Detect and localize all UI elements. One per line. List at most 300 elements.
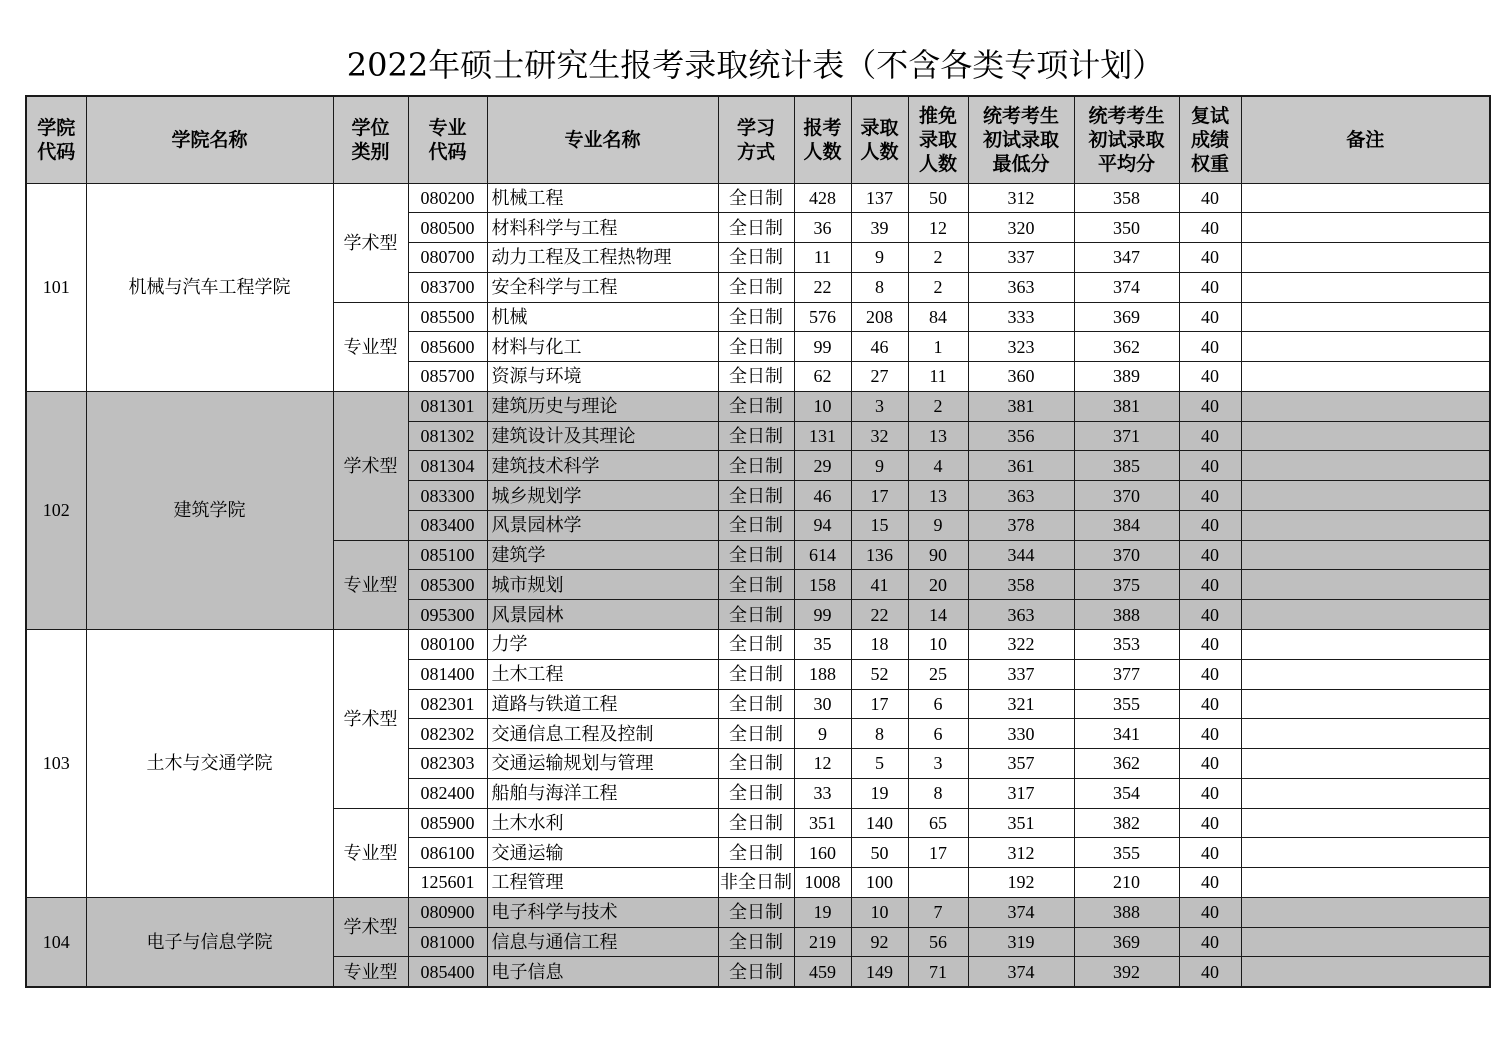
major-code-cell: 085500	[408, 302, 487, 332]
applicants-cell: 1008	[794, 868, 851, 898]
major-code-cell: 085100	[408, 540, 487, 570]
header-remark: 备注	[1241, 96, 1490, 183]
major-name-cell: 城乡规划学	[487, 481, 718, 511]
applicants-cell: 576	[794, 302, 851, 332]
applicants-cell: 158	[794, 570, 851, 600]
min-score-cell: 330	[968, 719, 1074, 749]
college-code-cell: 102	[26, 391, 86, 629]
remark-cell	[1241, 689, 1490, 719]
avg-score-cell: 347	[1074, 243, 1179, 273]
college-code-cell: 103	[26, 629, 86, 897]
avg-score-cell: 385	[1074, 451, 1179, 481]
major-name-cell: 资源与环境	[487, 362, 718, 392]
avg-score-cell: 389	[1074, 362, 1179, 392]
study-mode-cell: 全日制	[718, 927, 794, 957]
applicants-cell: 94	[794, 510, 851, 540]
applicants-cell: 99	[794, 332, 851, 362]
remark-cell	[1241, 629, 1490, 659]
retest-weight-cell: 40	[1179, 540, 1241, 570]
remark-cell	[1241, 897, 1490, 927]
retest-weight-cell: 40	[1179, 510, 1241, 540]
degree-type-cell: 学术型	[333, 183, 408, 302]
avg-score-cell: 388	[1074, 897, 1179, 927]
remark-cell	[1241, 243, 1490, 273]
major-name-cell: 土木工程	[487, 659, 718, 689]
major-code-cell: 085900	[408, 808, 487, 838]
retest-weight-cell: 40	[1179, 451, 1241, 481]
remark-cell	[1241, 481, 1490, 511]
major-code-cell: 080700	[408, 243, 487, 273]
applicants-cell: 11	[794, 243, 851, 273]
header-applicants: 报考 人数	[794, 96, 851, 183]
avg-score-cell: 354	[1074, 778, 1179, 808]
major-code-cell: 086100	[408, 838, 487, 868]
applicants-cell: 614	[794, 540, 851, 570]
admitted-cell: 8	[851, 272, 908, 302]
avg-score-cell: 370	[1074, 540, 1179, 570]
major-code-cell: 081400	[408, 659, 487, 689]
avg-score-cell: 369	[1074, 927, 1179, 957]
table-row	[26, 183, 1490, 213]
study-mode-cell: 全日制	[718, 421, 794, 451]
exempt-admitted-cell: 65	[908, 808, 968, 838]
study-mode-cell: 全日制	[718, 272, 794, 302]
applicants-cell: 33	[794, 778, 851, 808]
retest-weight-cell: 40	[1179, 868, 1241, 898]
table-row	[26, 391, 1490, 421]
study-mode-cell: 全日制	[718, 213, 794, 243]
retest-weight-cell: 40	[1179, 302, 1241, 332]
table-header-row	[26, 96, 1490, 183]
min-score-cell: 317	[968, 778, 1074, 808]
exempt-admitted-cell: 14	[908, 600, 968, 630]
major-code-cell: 085400	[408, 957, 487, 987]
remark-cell	[1241, 451, 1490, 481]
college-name-cell: 建筑学院	[86, 391, 333, 629]
remark-cell	[1241, 808, 1490, 838]
min-score-cell: 374	[968, 897, 1074, 927]
study-mode-cell: 非全日制	[718, 868, 794, 898]
retest-weight-cell: 40	[1179, 689, 1241, 719]
retest-weight-cell: 40	[1179, 749, 1241, 779]
avg-score-cell: 355	[1074, 689, 1179, 719]
admitted-cell: 50	[851, 838, 908, 868]
admitted-cell: 9	[851, 243, 908, 273]
admitted-cell: 17	[851, 481, 908, 511]
retest-weight-cell: 40	[1179, 600, 1241, 630]
major-name-cell: 力学	[487, 629, 718, 659]
min-score-cell: 363	[968, 481, 1074, 511]
remark-cell	[1241, 778, 1490, 808]
major-code-cell: 081302	[408, 421, 487, 451]
header-major-code: 专业 代码	[408, 96, 487, 183]
major-name-cell: 机械工程	[487, 183, 718, 213]
degree-type-cell: 专业型	[333, 957, 408, 987]
study-mode-cell: 全日制	[718, 243, 794, 273]
min-score-cell: 337	[968, 243, 1074, 273]
min-score-cell: 321	[968, 689, 1074, 719]
header-degree-type: 学位 类别	[333, 96, 408, 183]
min-score-cell: 374	[968, 957, 1074, 987]
admitted-cell: 46	[851, 332, 908, 362]
admitted-cell: 3	[851, 391, 908, 421]
major-code-cell: 083400	[408, 510, 487, 540]
study-mode-cell: 全日制	[718, 749, 794, 779]
avg-score-cell: 377	[1074, 659, 1179, 689]
applicants-cell: 22	[794, 272, 851, 302]
exempt-admitted-cell: 1	[908, 332, 968, 362]
exempt-admitted-cell: 2	[908, 272, 968, 302]
exempt-admitted-cell: 50	[908, 183, 968, 213]
study-mode-cell: 全日制	[718, 183, 794, 213]
major-name-cell: 电子信息	[487, 957, 718, 987]
admitted-cell: 17	[851, 689, 908, 719]
study-mode-cell: 全日制	[718, 778, 794, 808]
admitted-cell: 27	[851, 362, 908, 392]
exempt-admitted-cell: 2	[908, 243, 968, 273]
avg-score-cell: 369	[1074, 302, 1179, 332]
major-name-cell: 城市规划	[487, 570, 718, 600]
retest-weight-cell: 40	[1179, 659, 1241, 689]
applicants-cell: 46	[794, 481, 851, 511]
major-code-cell: 085600	[408, 332, 487, 362]
remark-cell	[1241, 391, 1490, 421]
major-name-cell: 安全科学与工程	[487, 272, 718, 302]
study-mode-cell: 全日制	[718, 719, 794, 749]
study-mode-cell: 全日制	[718, 362, 794, 392]
exempt-admitted-cell: 25	[908, 659, 968, 689]
applicants-cell: 62	[794, 362, 851, 392]
avg-score-cell: 371	[1074, 421, 1179, 451]
degree-type-cell: 专业型	[333, 540, 408, 629]
exempt-admitted-cell: 13	[908, 421, 968, 451]
admitted-cell: 140	[851, 808, 908, 838]
avg-score-cell: 358	[1074, 183, 1179, 213]
major-code-cell: 081301	[408, 391, 487, 421]
header-retest-weight: 复试 成绩 权重	[1179, 96, 1241, 183]
applicants-cell: 99	[794, 600, 851, 630]
exempt-admitted-cell: 12	[908, 213, 968, 243]
min-score-cell: 363	[968, 600, 1074, 630]
retest-weight-cell: 40	[1179, 778, 1241, 808]
retest-weight-cell: 40	[1179, 808, 1241, 838]
header-admitted: 录取 人数	[851, 96, 908, 183]
study-mode-cell: 全日制	[718, 838, 794, 868]
retest-weight-cell: 40	[1179, 629, 1241, 659]
applicants-cell: 36	[794, 213, 851, 243]
study-mode-cell: 全日制	[718, 451, 794, 481]
college-code-cell: 104	[26, 897, 86, 986]
min-score-cell: 381	[968, 391, 1074, 421]
min-score-cell: 344	[968, 540, 1074, 570]
remark-cell	[1241, 838, 1490, 868]
min-score-cell: 312	[968, 183, 1074, 213]
applicants-cell: 30	[794, 689, 851, 719]
exempt-admitted-cell: 71	[908, 957, 968, 987]
degree-type-cell: 专业型	[333, 302, 408, 391]
header-exempt-admitted: 推免 录取 人数	[908, 96, 968, 183]
min-score-cell: 322	[968, 629, 1074, 659]
major-code-cell: 081000	[408, 927, 487, 957]
retest-weight-cell: 40	[1179, 213, 1241, 243]
min-score-cell: 320	[968, 213, 1074, 243]
avg-score-cell: 388	[1074, 600, 1179, 630]
major-name-cell: 材料与化工	[487, 332, 718, 362]
applicants-cell: 219	[794, 927, 851, 957]
min-score-cell: 192	[968, 868, 1074, 898]
study-mode-cell: 全日制	[718, 659, 794, 689]
header-major-name: 专业名称	[487, 96, 718, 183]
admitted-cell: 137	[851, 183, 908, 213]
major-code-cell: 082303	[408, 749, 487, 779]
major-name-cell: 风景园林学	[487, 510, 718, 540]
remark-cell	[1241, 570, 1490, 600]
major-name-cell: 建筑历史与理论	[487, 391, 718, 421]
major-name-cell: 建筑设计及其理论	[487, 421, 718, 451]
remark-cell	[1241, 927, 1490, 957]
major-name-cell: 交通运输	[487, 838, 718, 868]
retest-weight-cell: 40	[1179, 243, 1241, 273]
admitted-cell: 39	[851, 213, 908, 243]
major-code-cell: 082301	[408, 689, 487, 719]
retest-weight-cell: 40	[1179, 272, 1241, 302]
applicants-cell: 131	[794, 421, 851, 451]
admitted-cell: 18	[851, 629, 908, 659]
exempt-admitted-cell: 8	[908, 778, 968, 808]
major-code-cell: 081304	[408, 451, 487, 481]
header-study-mode: 学习 方式	[718, 96, 794, 183]
exempt-admitted-cell: 13	[908, 481, 968, 511]
min-score-cell: 361	[968, 451, 1074, 481]
remark-cell	[1241, 749, 1490, 779]
study-mode-cell: 全日制	[718, 808, 794, 838]
avg-score-cell: 210	[1074, 868, 1179, 898]
major-code-cell: 082302	[408, 719, 487, 749]
admitted-cell: 5	[851, 749, 908, 779]
degree-type-cell: 学术型	[333, 897, 408, 957]
remark-cell	[1241, 868, 1490, 898]
admitted-cell: 100	[851, 868, 908, 898]
admitted-cell: 32	[851, 421, 908, 451]
major-code-cell: 080200	[408, 183, 487, 213]
header-college-code: 学院 代码	[26, 96, 86, 183]
exempt-admitted-cell: 10	[908, 629, 968, 659]
exempt-admitted-cell: 7	[908, 897, 968, 927]
major-code-cell: 085300	[408, 570, 487, 600]
exempt-admitted-cell: 17	[908, 838, 968, 868]
admitted-cell: 22	[851, 600, 908, 630]
exempt-admitted-cell: 84	[908, 302, 968, 332]
avg-score-cell: 370	[1074, 481, 1179, 511]
admitted-cell: 15	[851, 510, 908, 540]
min-score-cell: 360	[968, 362, 1074, 392]
study-mode-cell: 全日制	[718, 540, 794, 570]
major-code-cell: 085700	[408, 362, 487, 392]
min-score-cell: 357	[968, 749, 1074, 779]
admitted-cell: 9	[851, 451, 908, 481]
college-name-cell: 机械与汽车工程学院	[86, 183, 333, 391]
major-name-cell: 交通运输规划与管理	[487, 749, 718, 779]
study-mode-cell: 全日制	[718, 570, 794, 600]
avg-score-cell: 341	[1074, 719, 1179, 749]
retest-weight-cell: 40	[1179, 957, 1241, 987]
major-code-cell: 095300	[408, 600, 487, 630]
admitted-cell: 19	[851, 778, 908, 808]
major-code-cell: 080100	[408, 629, 487, 659]
exempt-admitted-cell: 20	[908, 570, 968, 600]
retest-weight-cell: 40	[1179, 927, 1241, 957]
remark-cell	[1241, 719, 1490, 749]
major-name-cell: 道路与铁道工程	[487, 689, 718, 719]
header-min-score: 统考考生 初试录取 最低分	[968, 96, 1074, 183]
major-name-cell: 建筑技术科学	[487, 451, 718, 481]
retest-weight-cell: 40	[1179, 897, 1241, 927]
min-score-cell: 337	[968, 659, 1074, 689]
header-college-name: 学院名称	[86, 96, 333, 183]
retest-weight-cell: 40	[1179, 183, 1241, 213]
major-name-cell: 信息与通信工程	[487, 927, 718, 957]
avg-score-cell: 374	[1074, 272, 1179, 302]
major-name-cell: 工程管理	[487, 868, 718, 898]
exempt-admitted-cell: 56	[908, 927, 968, 957]
avg-score-cell: 381	[1074, 391, 1179, 421]
college-name-cell: 电子与信息学院	[86, 897, 333, 986]
min-score-cell: 356	[968, 421, 1074, 451]
remark-cell	[1241, 272, 1490, 302]
applicants-cell: 10	[794, 391, 851, 421]
applicants-cell: 188	[794, 659, 851, 689]
exempt-admitted-cell: 9	[908, 510, 968, 540]
remark-cell	[1241, 362, 1490, 392]
avg-score-cell: 355	[1074, 838, 1179, 868]
study-mode-cell: 全日制	[718, 957, 794, 987]
degree-type-cell: 学术型	[333, 391, 408, 540]
remark-cell	[1241, 183, 1490, 213]
avg-score-cell: 362	[1074, 749, 1179, 779]
study-mode-cell: 全日制	[718, 897, 794, 927]
admission-statistics-table	[25, 95, 1491, 988]
min-score-cell: 378	[968, 510, 1074, 540]
study-mode-cell: 全日制	[718, 302, 794, 332]
major-name-cell: 风景园林	[487, 600, 718, 630]
college-code-cell: 101	[26, 183, 86, 391]
exempt-admitted-cell: 2	[908, 391, 968, 421]
applicants-cell: 19	[794, 897, 851, 927]
remark-cell	[1241, 957, 1490, 987]
exempt-admitted-cell: 90	[908, 540, 968, 570]
retest-weight-cell: 40	[1179, 332, 1241, 362]
major-code-cell: 080500	[408, 213, 487, 243]
study-mode-cell: 全日制	[718, 600, 794, 630]
retest-weight-cell: 40	[1179, 719, 1241, 749]
avg-score-cell: 375	[1074, 570, 1179, 600]
major-name-cell: 土木水利	[487, 808, 718, 838]
remark-cell	[1241, 600, 1490, 630]
applicants-cell: 12	[794, 749, 851, 779]
remark-cell	[1241, 213, 1490, 243]
exempt-admitted-cell: 6	[908, 719, 968, 749]
admitted-cell: 10	[851, 897, 908, 927]
page-title: 2022年硕士研究生报考录取统计表（不含各类专项计划）	[346, 46, 1165, 84]
applicants-cell: 35	[794, 629, 851, 659]
exempt-admitted-cell: 4	[908, 451, 968, 481]
study-mode-cell: 全日制	[718, 689, 794, 719]
retest-weight-cell: 40	[1179, 421, 1241, 451]
exempt-admitted-cell: 3	[908, 749, 968, 779]
admitted-cell: 52	[851, 659, 908, 689]
table-row	[26, 629, 1490, 659]
avg-score-cell: 362	[1074, 332, 1179, 362]
applicants-cell: 428	[794, 183, 851, 213]
degree-type-cell: 专业型	[333, 808, 408, 897]
applicants-cell: 459	[794, 957, 851, 987]
admitted-cell: 41	[851, 570, 908, 600]
retest-weight-cell: 40	[1179, 570, 1241, 600]
major-name-cell: 材料科学与工程	[487, 213, 718, 243]
retest-weight-cell: 40	[1179, 391, 1241, 421]
remark-cell	[1241, 540, 1490, 570]
min-score-cell: 358	[968, 570, 1074, 600]
college-name-cell: 土木与交通学院	[86, 629, 333, 897]
min-score-cell: 323	[968, 332, 1074, 362]
study-mode-cell: 全日制	[718, 332, 794, 362]
min-score-cell: 363	[968, 272, 1074, 302]
study-mode-cell: 全日制	[718, 391, 794, 421]
applicants-cell: 29	[794, 451, 851, 481]
retest-weight-cell: 40	[1179, 362, 1241, 392]
major-name-cell: 建筑学	[487, 540, 718, 570]
exempt-admitted-cell: 11	[908, 362, 968, 392]
exempt-admitted-cell: 6	[908, 689, 968, 719]
major-code-cell: 082400	[408, 778, 487, 808]
min-score-cell: 351	[968, 808, 1074, 838]
admitted-cell: 149	[851, 957, 908, 987]
admitted-cell: 136	[851, 540, 908, 570]
admitted-cell: 8	[851, 719, 908, 749]
applicants-cell: 9	[794, 719, 851, 749]
major-code-cell: 080900	[408, 897, 487, 927]
exempt-admitted-cell	[908, 868, 968, 898]
major-name-cell: 船舶与海洋工程	[487, 778, 718, 808]
major-code-cell: 125601	[408, 868, 487, 898]
major-name-cell: 机械	[487, 302, 718, 332]
remark-cell	[1241, 332, 1490, 362]
table-row	[26, 897, 1490, 927]
major-code-cell: 083700	[408, 272, 487, 302]
table-body	[26, 183, 1490, 987]
avg-score-cell: 382	[1074, 808, 1179, 838]
remark-cell	[1241, 421, 1490, 451]
remark-cell	[1241, 302, 1490, 332]
major-code-cell: 083300	[408, 481, 487, 511]
study-mode-cell: 全日制	[718, 510, 794, 540]
major-name-cell: 交通信息工程及控制	[487, 719, 718, 749]
avg-score-cell: 384	[1074, 510, 1179, 540]
min-score-cell: 319	[968, 927, 1074, 957]
avg-score-cell: 353	[1074, 629, 1179, 659]
study-mode-cell: 全日制	[718, 481, 794, 511]
header-avg-score: 统考考生 初试录取 平均分	[1074, 96, 1179, 183]
min-score-cell: 312	[968, 838, 1074, 868]
applicants-cell: 351	[794, 808, 851, 838]
major-name-cell: 动力工程及工程热物理	[487, 243, 718, 273]
min-score-cell: 333	[968, 302, 1074, 332]
major-name-cell: 电子科学与技术	[487, 897, 718, 927]
admitted-cell: 92	[851, 927, 908, 957]
applicants-cell: 160	[794, 838, 851, 868]
remark-cell	[1241, 510, 1490, 540]
admitted-cell: 208	[851, 302, 908, 332]
